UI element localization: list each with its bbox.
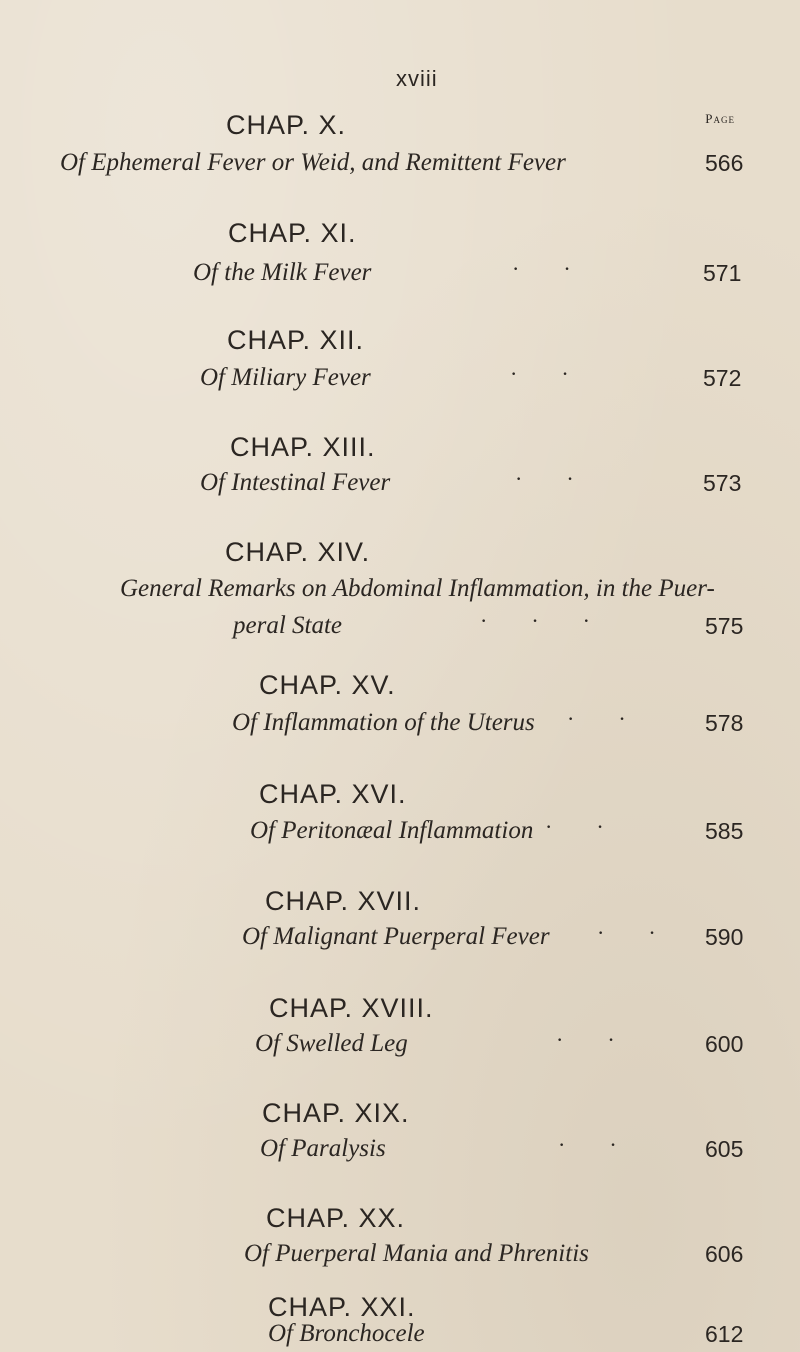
page-number: xviii (396, 66, 438, 91)
chapter-heading: CHAP. XI. (228, 218, 357, 248)
chapter-heading: CHAP. XXI. (268, 1292, 416, 1322)
chapter-heading: CHAP. XIV. (225, 537, 371, 567)
leader-dots: ··· (480, 608, 634, 633)
chapter-title: Of Inflammation of the Uterus (232, 709, 535, 736)
chapter-heading: CHAP. XVI. (259, 779, 407, 809)
chapter-page: 566 (705, 150, 744, 176)
chapter-page: 573 (703, 470, 742, 496)
chapter-page: 606 (705, 1241, 744, 1267)
leader-dots: ·· (556, 1027, 659, 1052)
chapter-heading: CHAP. XVII. (265, 886, 422, 916)
leader-dots: ·· (510, 361, 613, 386)
leader-dots: ·· (515, 466, 618, 491)
chapter-title: Of Malignant Puerperal Fever (242, 923, 550, 950)
chapter-page: 578 (705, 710, 744, 736)
chapter-page: 605 (705, 1136, 744, 1162)
chapter-heading: CHAP. XX. (266, 1203, 406, 1233)
page-column-label: Page (705, 111, 735, 126)
leader-dots: ·· (567, 706, 670, 731)
chapter-title: Of Ephemeral Fever or Weid, and Remittent Fever (60, 149, 566, 176)
chapter-page: 571 (703, 260, 742, 286)
chapter-title: Of Miliary Fever (200, 364, 371, 391)
chapter-heading: CHAP. XII. (227, 325, 365, 355)
chapter-heading: CHAP. X. (226, 110, 347, 140)
chapter-title: Of Puerperal Mania and Phrenitis (244, 1240, 589, 1267)
chapter-heading: CHAP. XV. (259, 670, 396, 700)
chapter-page: 612 (705, 1321, 744, 1347)
chapter-title-continuation: peral State (233, 612, 343, 639)
chapter-title: Of Bronchocele (268, 1320, 425, 1347)
chapter-title: Of Peritonæal Inflammation (250, 817, 534, 844)
chapter-heading: CHAP. XIX. (262, 1098, 410, 1128)
chapter-title: Of Swelled Leg (255, 1030, 408, 1057)
chapter-page: 590 (705, 924, 744, 950)
chapter-page: 575 (705, 613, 744, 639)
leader-dots: ·· (597, 920, 700, 945)
leader-dots: ·· (545, 814, 648, 839)
chapter-page: 585 (705, 818, 744, 844)
leader-dots: ·· (558, 1132, 661, 1157)
chapter-title: Of the Milk Fever (193, 259, 372, 286)
chapter-page: 572 (703, 365, 742, 391)
chapter-page: 600 (705, 1031, 744, 1057)
chapter-title: General Remarks on Abdominal Inflammation, in the Puer- (120, 575, 715, 602)
chapter-title: Of Paralysis (260, 1135, 386, 1162)
leader-dots: ·· (512, 256, 615, 281)
chapter-heading: CHAP. XIII. (230, 432, 376, 462)
chapter-title: Of Intestinal Fever (200, 469, 391, 496)
chapter-heading: CHAP. XVIII. (269, 993, 434, 1023)
